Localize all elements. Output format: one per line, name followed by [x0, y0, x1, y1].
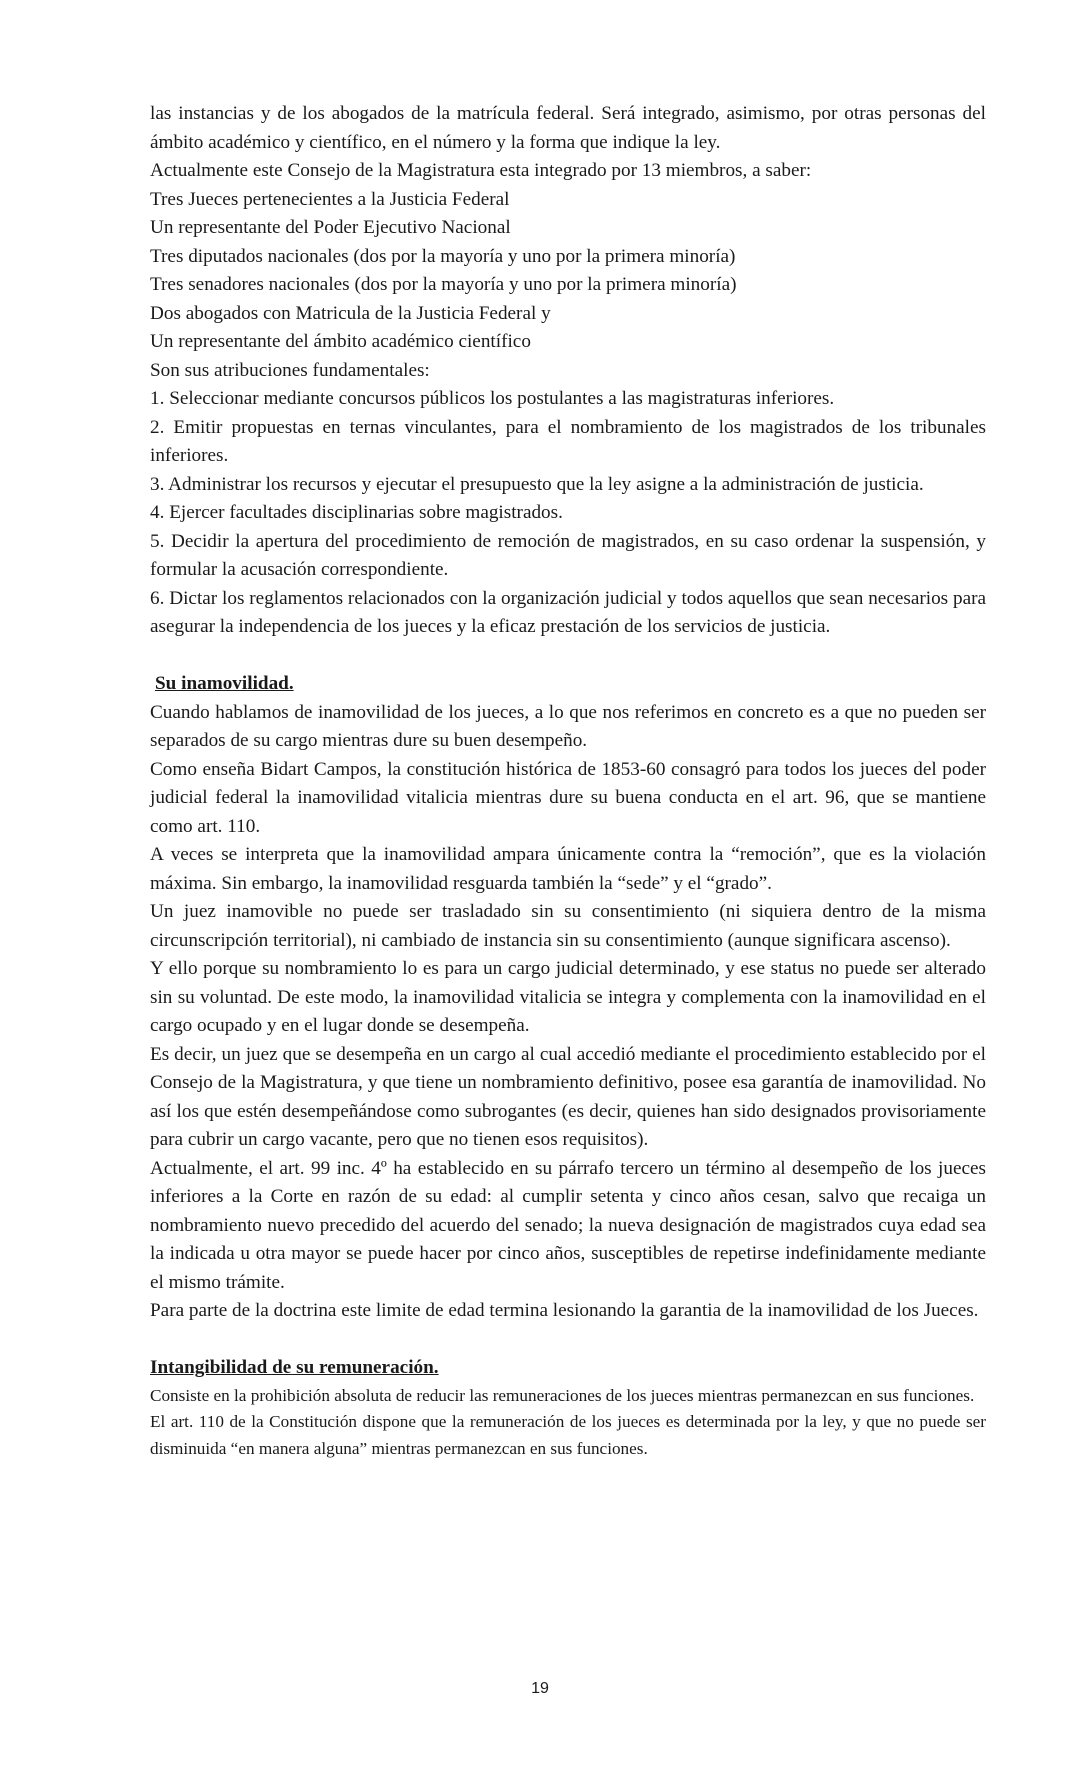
list-item: Un representante del Poder Ejecutivo Nacional [150, 217, 511, 238]
paragraph: Actualmente este Consejo de la Magistratura esta integrado por 13 miembros, a saber: [150, 160, 812, 181]
list-item: Un representante del ámbito académico científico [150, 331, 531, 352]
section-heading-inamovilidad: Su inamovilidad. [155, 673, 294, 694]
paragraph: Es decir, un juez que se desempeña en un cargo al cual accedió mediante el procedimiento establecido por el Consejo de la Magistratura, y que tiene un nombramiento definitivo, posee esa garantía de inamovilidad. No así los que estén desempeñándose como subrogantes (es decir, quienes han sido designados provisoriamente para cubrir un cargo vacante, pero que no tienen esos requisitos). [150, 1043, 986, 1150]
paragraph: las instancias y de los abogados de la matrícula federal. Será integrado, asimismo, por otras personas del ámbito académico y científico, en el número y la forma que indique la ley. [150, 103, 986, 153]
spacer [150, 1326, 986, 1355]
paragraph: Son sus atribuciones fundamentales: [150, 359, 430, 381]
paragraph: Cuando hablamos de inamovilidad de los jueces, a lo que nos referimos en concreto es a que no pueden ser separados de su cargo mientras dure su buen desempeño. [150, 701, 986, 751]
numbered-item: 4. Ejercer facultades disciplinarias sobre magistrados. [150, 502, 563, 523]
spacer [150, 642, 986, 671]
list-item: Dos abogados con Matricula de la Justicia Federal y [150, 302, 551, 324]
list-item: Tres Jueces pertenecientes a la Justicia Federal [150, 188, 510, 210]
list-item: Tres senadores nacionales (dos por la mayoría y uno por la primera minoría) [150, 274, 737, 295]
page-body [150, 100, 986, 1462]
list-item: Tres diputados nacionales (dos por la mayoría y uno por la primera minoría) [150, 245, 736, 267]
numbered-item: 6. Dictar los reglamentos relacionados con la organización judicial y todos aquellos que sean necesarios para asegurar la independencia de los jueces y la eficaz prestación de los servicios de justicia. [150, 587, 986, 637]
numbered-item: 1. Seleccionar mediante concursos públicos los postulantes a las magistraturas inferiores. [150, 388, 835, 409]
paragraph: Como enseña Bidart Campos, la constitución histórica de 1853-60 consagró para todos los jueces del poder judicial federal la inamovilidad vitalicia mientras dure su buena conducta en el art. 96, que se mantiene como art. 110. [150, 758, 986, 837]
page-number: 19 [531, 1680, 549, 1697]
paragraph: A veces se interpreta que la inamovilidad ampara únicamente contra la “remoción”, que es la violación máxima. Sin embargo, la inamovilidad resguarda también la “sede” y el “grado”. [150, 844, 986, 894]
paragraph: El art. 110 de la Constitución dispone que la remuneración de los jueces es determinada por la ley, y que no puede ser disminuida “en manera alguna” mientras permanezcan en sus funciones. [150, 1412, 986, 1458]
paragraph: Para parte de la doctrina este limite de edad termina lesionando la garantia de la inamovilidad de los Jueces. [150, 1300, 979, 1321]
numbered-item: 5. Decidir la apertura del procedimiento de remoción de magistrados, en su caso ordenar la suspensión, y formular la acusación correspondiente. [150, 530, 986, 580]
paragraph: Y ello porque su nombramiento lo es para un cargo judicial determinado, y ese status no puede ser alterado sin su voluntad. De este modo, la inamovilidad vitalicia se integra y complementa con la inamovilidad en el cargo ocupado y en el lugar donde se desempeña. [150, 958, 986, 1036]
paragraph: Consiste en la prohibición absoluta de reducir las remuneraciones de los jueces mientras permanezcan en sus funciones. [150, 1385, 975, 1405]
section-heading-intangibilidad: Intangibilidad de su remuneración. [150, 1357, 439, 1378]
paragraph: Actualmente, el art. 99 inc. 4º ha establecido en su párrafo tercero un término al desempeño de los jueces inferiores a la Corte en razón de su edad: al cumplir setenta y cinco años cesan, salvo que recaiga un nombramiento nuevo precedido del acuerdo del senado; la nueva designación de magistrados cuya edad sea la indicada u otra mayor se puede hacer por cinco años, susceptibles de repetirse indefinidamente mediante el mismo trámite. [150, 1157, 986, 1293]
numbered-item: 2. Emitir propuestas en ternas vinculantes, para el nombramiento de los magistrados de los tribunales inferiores. [150, 416, 986, 466]
numbered-item: 3. Administrar los recursos y ejecutar el presupuesto que la ley asigne a la administración de justicia. [150, 473, 924, 495]
paragraph: Un juez inamovible no puede ser trasladado sin su consentimiento (ni siquiera dentro de la misma circunscripción territorial), ni cambiado de instancia sin su consentimiento (aunque significara ascenso). [150, 901, 986, 951]
